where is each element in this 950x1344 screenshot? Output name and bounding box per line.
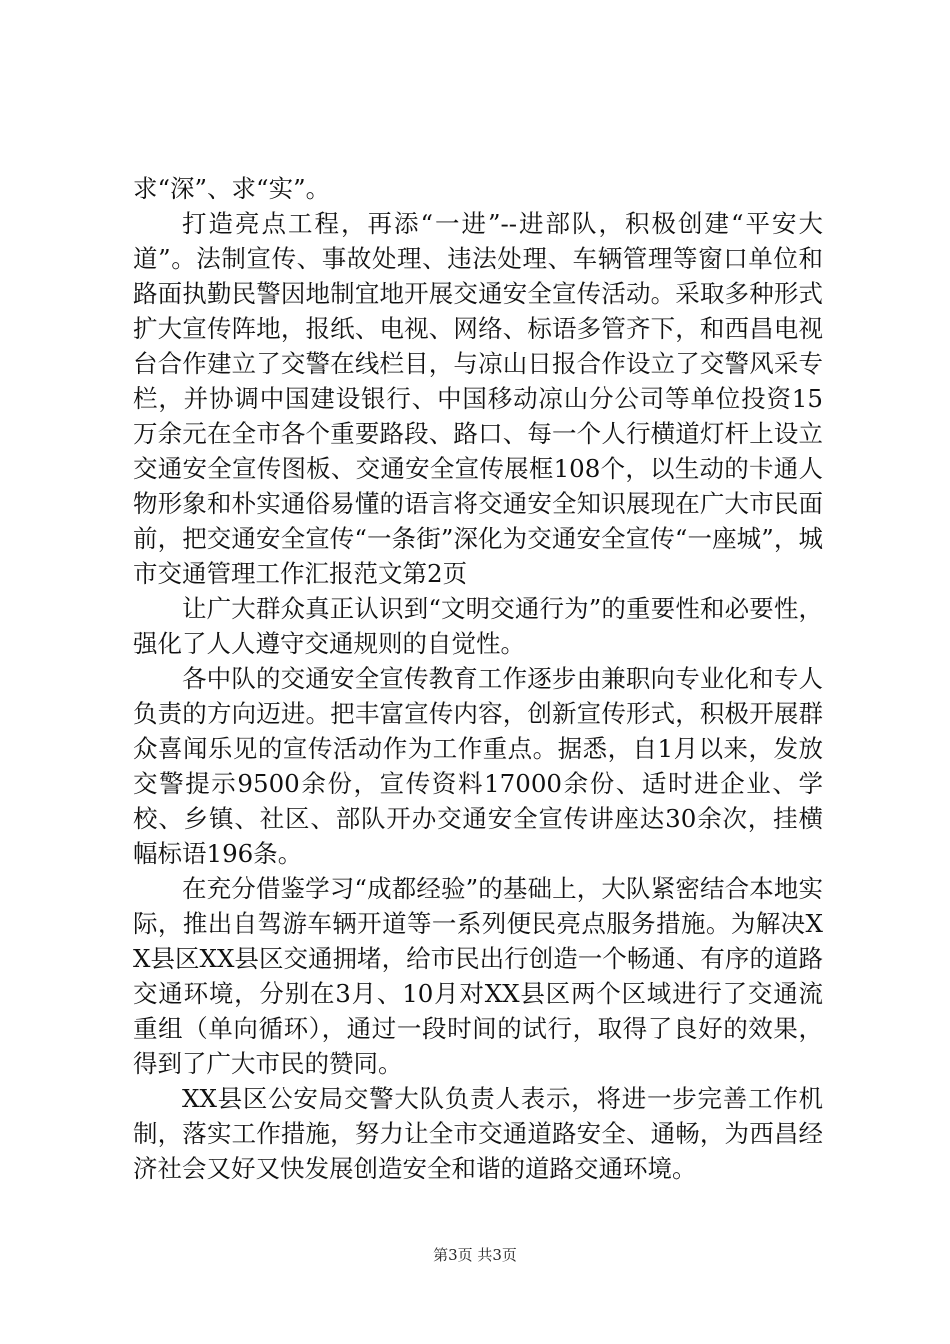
paragraph-4: 各中队的交通安全宣传教育工作逐步由兼职向专业化和专人负责的方向迈进。把丰富宣传内容，创新宣传形式，积极开展群众喜闻乐见的宣传活动作为工作重点。据悉，自1月以来，发放交警提示9500余份，宣传资料17000余份、适时进企业、学校、乡镇、社区、部队开办交通安全宣传讲座达30余次，挂横幅标语196条。 <box>133 664 823 868</box>
paragraph-3: 让广大群众真正认识到“文明交通行为”的重要性和必要性，强化了人人遵守交通规则的自觉性。 <box>133 594 823 658</box>
paragraph-5: 在充分借鉴学习“成都经验”的基础上，大队紧密结合本地实际，推出自驾游车辆开道等一系列便民亮点服务措施。为解决XX县区XX县区交通拥堵，给市民出行创造一个畅通、有序的道路交通环境，分别在3月、10月对XX县区两个区域进行了交通流重组（单向循环），通过一段时间的试行，取得了良好的效果，得到了广大市民的赞同。 <box>133 874 823 1078</box>
paragraph-6: XX县区公安局交警大队负责人表示，将进一步完善工作机制，落实工作措施，努力让全市交通道路安全、通畅，为西昌经济社会又好又快发展创造安全和谐的道路交通环境。 <box>133 1084 823 1183</box>
paragraph-1: 求“深”、求“实”。 <box>133 174 331 203</box>
paragraph-2: 打造亮点工程，再添“一进”--进部队，积极创建“平安大道”。法制宣传、事故处理、违法处理、车辆管理等窗口单位和路面执勤民警因地制宜地开展交通安全宣传活动。采取多种形式扩大宣传阵地，报纸、电视、网络、标语多管齐下，和西昌电视台合作建立了交警在线栏目，与凉山日报合作设立了交警风采专栏，并协调中国建设银行、中国移动凉山分公司等单位投资15万余元在全市各个重要路段、路口、每一个人行横道灯杆上设立交通安全宣传图板、交通安全宣传展框108个，以生动的卡通人物形象和朴实通俗易懂的语言将交通安全知识展现在广大市民面前，把交通安全宣传“一条街”深化为交通安全宣传“一座城”，城市交通管理工作汇报范文第2页 <box>133 209 823 588</box>
document-body <box>133 171 823 1186</box>
page-footer: 第3页 共3页 <box>433 1246 517 1264</box>
